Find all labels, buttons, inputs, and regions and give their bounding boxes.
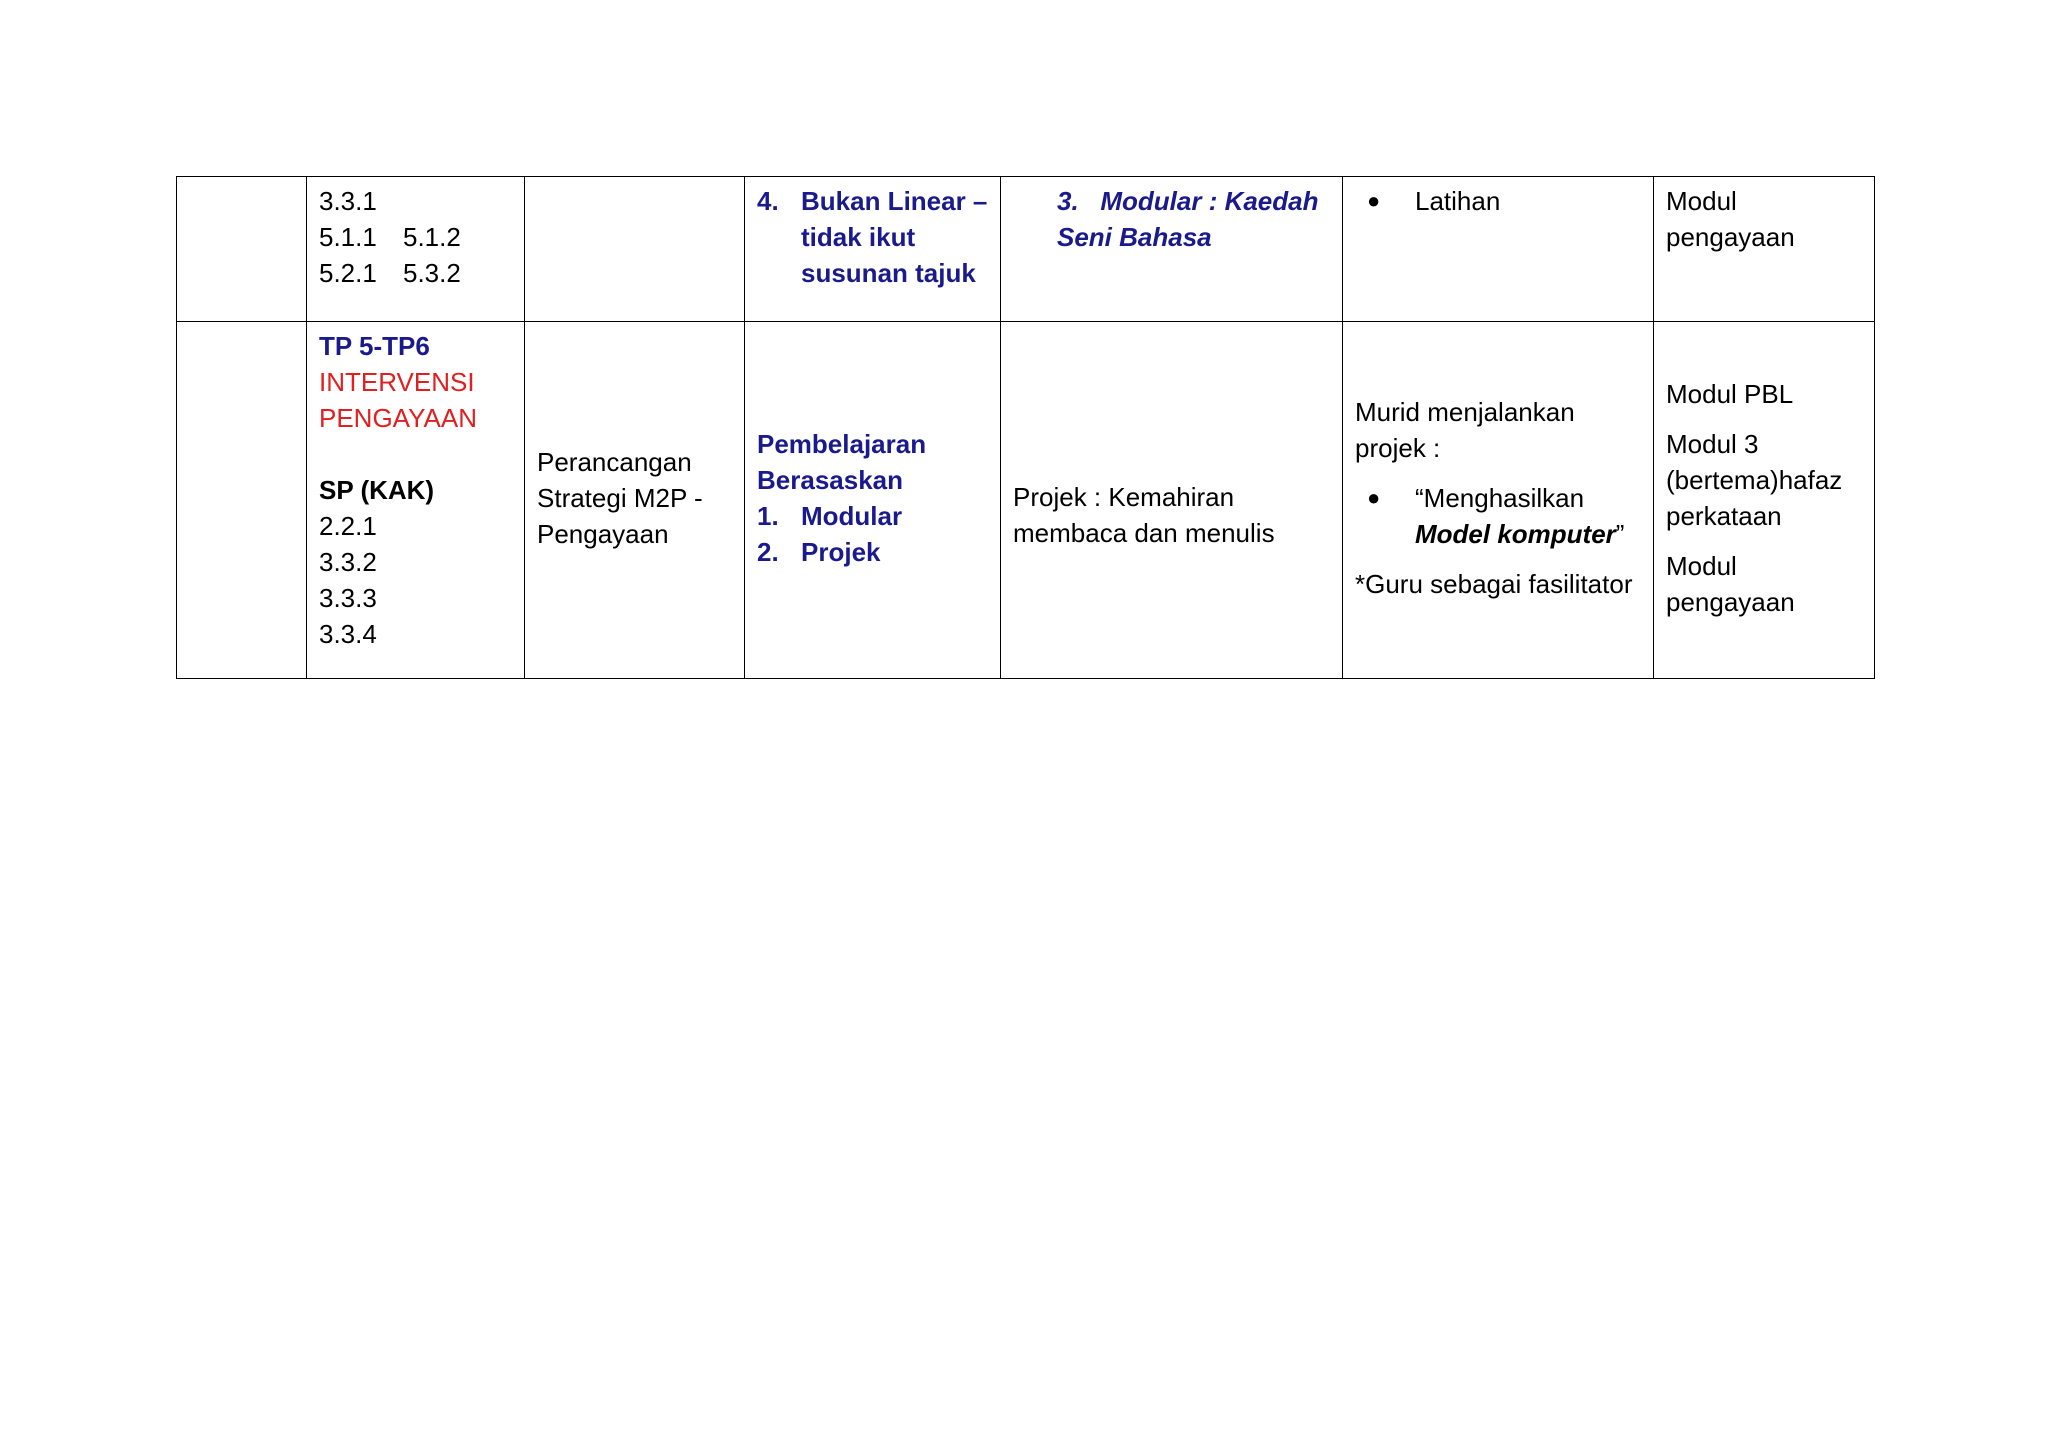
standard-code: 3.3.2 (319, 547, 377, 577)
resource-text: (bertema)hafaz (1666, 465, 1843, 495)
row2-col6-cell (1343, 322, 1654, 679)
row2-col3-cell (525, 322, 745, 679)
spacer (319, 436, 512, 472)
intervention-label: INTERVENSI (319, 367, 475, 397)
spacer (1355, 466, 1641, 480)
strategy-text: Perancangan (537, 447, 692, 477)
bullet-text: “Menghasilkan (1415, 483, 1585, 513)
standard-code-pair (319, 219, 512, 255)
table-row (177, 177, 1875, 322)
row1-col4-cell (745, 177, 1001, 322)
row1-col1-cell (177, 177, 307, 322)
project-text: Projek : Kemahiran (1013, 482, 1235, 512)
row2-col1-cell (177, 322, 307, 679)
bullet-icon: ● (1367, 485, 1381, 510)
row1-col3-cell (525, 177, 745, 322)
standard-code: 3.3.1 (319, 186, 377, 216)
spacer (1666, 412, 1862, 426)
activity-text: Murid menjalankan (1355, 397, 1575, 427)
standard-code: 5.3.2 (403, 258, 461, 288)
row2-col7-cell (1654, 322, 1875, 679)
numbered-item (1013, 183, 1330, 255)
bullet-text: Latihan (1415, 186, 1501, 216)
numbered-item (757, 183, 988, 291)
spacer (1355, 552, 1641, 566)
row1-col6-cell (1343, 177, 1654, 322)
item-number: 2. (757, 537, 779, 567)
resource-text: Modul PBL (1666, 379, 1794, 409)
bullet-text-line (1415, 516, 1641, 552)
row2-col5-cell (1001, 322, 1343, 679)
resource-text: Modul (1666, 186, 1737, 216)
approach-heading: Pembelajaran (757, 429, 927, 459)
list-item (757, 534, 988, 570)
level-heading: TP 5-TP6 (319, 331, 430, 361)
strategy-text: Pengayaan (537, 519, 669, 549)
bullet-list (1355, 480, 1641, 552)
item-first-line (1057, 183, 1330, 219)
project-text: membaca dan menulis (1013, 518, 1275, 548)
standard-code-pair (319, 255, 512, 291)
standard-code: 5.2.1 (319, 258, 377, 288)
item-text-line: Bukan Linear – (801, 186, 988, 216)
row2-col4-cell (745, 322, 1001, 679)
row1-col2-cell (307, 177, 525, 322)
bullet-emphasis: Model komputer (1415, 519, 1616, 549)
standard-code: 3.3.3 (319, 583, 377, 613)
item-text: Projek (801, 537, 881, 567)
activity-text: projek : (1355, 433, 1441, 463)
approach-list (757, 498, 988, 570)
item-text-line: Seni Bahasa (1057, 222, 1212, 252)
standard-code: 5.1.2 (403, 222, 461, 252)
standard-code: 5.1.1 (319, 222, 377, 252)
list-item (1355, 183, 1641, 219)
sp-heading: SP (KAK) (319, 475, 435, 505)
approach-heading: Berasaskan (757, 465, 903, 495)
item-number: 1. (757, 501, 779, 531)
resource-text: Modul 3 (1666, 429, 1759, 459)
item-text-line: Modular : Kaedah (1100, 186, 1319, 216)
note-text: *Guru sebagai fasilitator (1355, 569, 1633, 599)
item-number: 3. (1057, 186, 1079, 216)
resource-text: pengayaan (1666, 222, 1795, 252)
list-item (1355, 480, 1641, 552)
bullet-list (1355, 183, 1641, 219)
standard-code: 2.2.1 (319, 511, 377, 541)
item-text: Modular (801, 501, 903, 531)
item-text-line: tidak ikut (801, 222, 916, 252)
row1-col7-cell (1654, 177, 1875, 322)
table-row (177, 322, 1875, 679)
standard-code: 3.3.4 (319, 619, 377, 649)
strategy-text: Strategi M2P - (537, 483, 703, 513)
item-number: 4. (757, 186, 779, 216)
intervention-label: PENGAYAAN (319, 403, 477, 433)
row2-col2-cell (307, 322, 525, 679)
resource-text: pengayaan (1666, 587, 1795, 617)
lesson-plan-table (176, 176, 1875, 679)
bullet-icon: ● (1367, 188, 1381, 213)
spacer (1666, 534, 1862, 548)
resource-text: Modul (1666, 551, 1737, 581)
bullet-close-quote: ” (1615, 519, 1625, 549)
row1-col5-cell (1001, 177, 1343, 322)
resource-text: perkataan (1666, 501, 1782, 531)
item-text-line: susunan tajuk (801, 258, 976, 288)
list-item (757, 498, 988, 534)
